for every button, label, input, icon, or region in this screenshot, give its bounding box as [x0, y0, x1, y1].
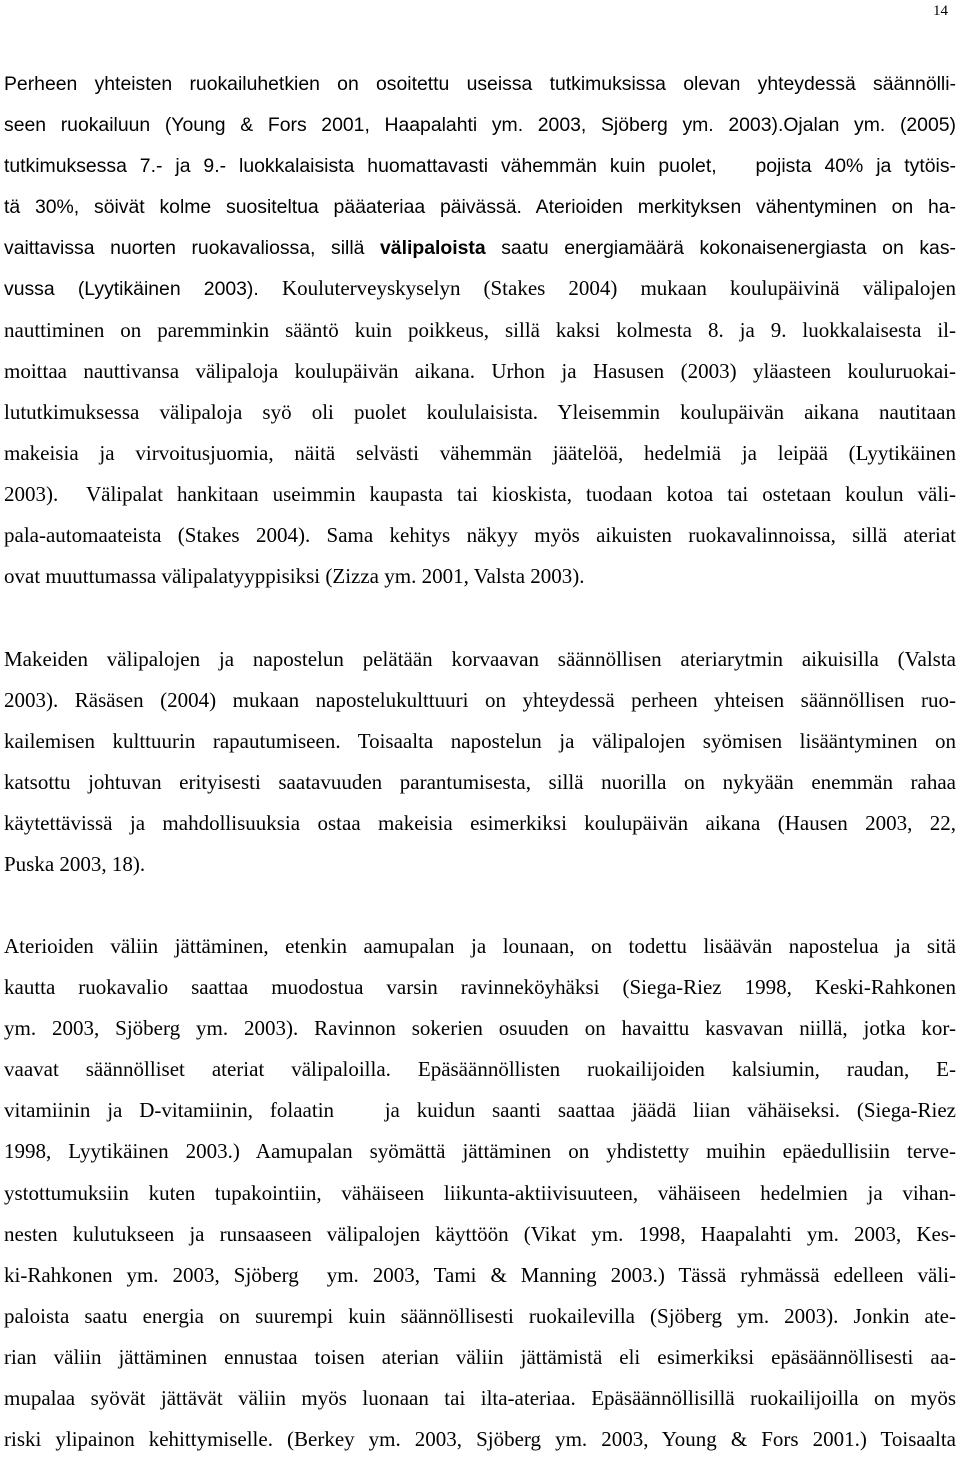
text-span: katsottu johtuvan erityisesti saatavuuden parantumisesta, sillä nuorilla on nykyään enemmän rahaa	[4, 770, 956, 795]
text-line	[4, 310, 956, 351]
text-span: nauttiminen on paremminkin sääntö kuin poikkeus, sillä kaksi kolmesta 8. ja 9. luokkalaisesta il-	[4, 317, 956, 342]
text-line	[4, 1337, 956, 1378]
text-line	[4, 1378, 956, 1419]
text-span: moittaa nauttivansa välipaloja koulupäivän aikana. Urhon ja Hasusen (2003) yläasteen kouluruokai-	[4, 358, 956, 383]
text-span: 1998, Lyytikäinen 2003.) Aamupalan syömättä jättäminen on yhdistetty muihin epäedullisiin terve-	[4, 1139, 956, 1164]
text-span: seen ruokailuun (Young & Fors 2001, Haapalahti ym. 2003, Sjöberg ym. 2003).Ojalan ym. (2005)	[4, 114, 956, 137]
text-line	[4, 227, 956, 268]
text-span: kautta ruokavalio saattaa muodostua varsin ravinneköyhäksi (Siega-Riez 1998, Keski-Rahkonen	[4, 975, 956, 1000]
text-span: rian väliin jättäminen ennustaa toisen aterian väliin jättämistä eli esimerkiksi epäsäännöllisesti aa-	[4, 1344, 956, 1369]
text-line	[4, 145, 956, 186]
text-line	[4, 104, 956, 145]
text-line	[4, 967, 956, 1008]
text-span: nesten kulutukseen ja runsaaseen välipalojen käyttöön (Vikat ym. 1998, Haapalahti ym. 2003, Kes-	[4, 1221, 956, 1246]
paragraph	[4, 639, 956, 886]
text-span: saatu energiamäärä kokonaisenergiasta on kas-	[485, 237, 956, 260]
text-span: ystottumuksiin kuten tupakointiin, vähäiseen liikunta-aktiivisuuteen, vähäiseen hedelmien ja vihan-	[4, 1180, 956, 1205]
text-span: Puska 2003, 18).	[4, 852, 146, 877]
text-line	[4, 186, 956, 227]
text-span: pala-automaateista (Stakes 2004). Sama kehitys näkyy myös aikuisten ruokavalinnoissa, sillä ateriat	[4, 523, 956, 548]
text-line	[4, 1173, 956, 1214]
text-line	[4, 926, 956, 967]
text-line	[4, 1131, 956, 1172]
text-span: paloista saatu energia on suurempi kuin säännöllisesti ruokailevilla (Sjöberg ym. 2003). Jonkin ate-	[4, 1303, 956, 1328]
text-span: vaavat säännölliset ateriat välipaloilla. Epäsäännöllisten ruokailijoiden kalsiumin, raudan, E-	[4, 1057, 956, 1082]
paragraph	[4, 926, 956, 1460]
text-line	[4, 762, 956, 803]
text-span: tä 30%, söivät kolme suositeltua pääateriaa päivässä.	[4, 196, 536, 219]
emphasized-text: välipaloista	[380, 237, 486, 260]
text-line	[4, 803, 956, 844]
text-span: mupalaa syövät jättävät väliin myös luonaan tai ilta-ateriaa. Epäsäännöllisillä ruokailijoilla on myös	[4, 1386, 956, 1411]
page-number: 14	[933, 3, 948, 19]
text-line	[4, 680, 956, 721]
text-line	[4, 721, 956, 762]
text-span: 2003). Välipalat hankitaan useimmin kaupasta tai kioskista, tuodaan kotoa tai ostetaan koulun väli-	[4, 481, 956, 506]
text-line	[4, 1090, 956, 1131]
text-line	[4, 1255, 956, 1296]
text-span: lututkimuksessa välipaloja syö oli puolet koululaisista. Yleisemmin koulupäivän aikana nautitaan	[4, 399, 956, 424]
text-span: vussa (Lyytikäinen 2003).	[4, 278, 282, 301]
text-span: ym. 2003, Sjöberg ym. 2003). Ravinnon sokerien osuuden on havaittu kasvavan niillä, jotka kor-	[4, 1016, 956, 1041]
text-span: makeisia ja virvoitusjuomia, näitä selvästi vähemmän jäätelöä, hedelmiä ja leipää (Lyytikäinen	[4, 440, 956, 465]
text-line	[4, 474, 956, 515]
text-span: käytettävissä ja mahdollisuuksia ostaa makeisia esimerkiksi koulupäivän aikana (Hausen 2003, 22,	[4, 811, 956, 836]
text-span: vitamiinin ja D-vitamiinin, folaatin ja kuidun saanti saattaa jäädä liian vähäiseksi. (Siega-Riez	[4, 1098, 956, 1123]
text-span: vaittavissa nuorten ruokavaliossa, sillä	[4, 237, 381, 260]
text-span: ki-Rahkonen ym. 2003, Sjöberg ym. 2003, Tami & Manning 2003.) Tässä ryhmässä edelleen väli-	[4, 1262, 956, 1287]
text-line	[4, 1049, 956, 1090]
text-line	[4, 268, 956, 309]
text-line	[4, 639, 956, 680]
text-span: Makeiden välipalojen ja napostelun pelätään korvaavan säännöllisen ateriarytmin aikuisilla (Valsta	[4, 647, 956, 671]
text-line	[4, 63, 956, 104]
text-line	[4, 351, 956, 392]
text-span: Aterioiden väliin jättäminen, etenkin aamupalan ja lounaan, on todettu lisäävän napostelua ja sitä	[4, 934, 956, 958]
text-span: Kouluterveyskyselyn (Stakes 2004) mukaan koulupäivinä välipalojen	[281, 276, 956, 301]
text-span: 2003). Räsäsen (2004) mukaan napostelukulttuuri on yhteydessä perheen yhteisen säännöllisen ruo-	[4, 688, 956, 713]
text-line	[4, 844, 956, 885]
text-span: ovat muuttumassa välipalatyyppisiksi (Zizza ym. 2001, Valsta 2003).	[4, 564, 585, 589]
text-span: kailemisen kulttuurin rapautumiseen. Toisaalta napostelun ja välipalojen syömisen lisääntyminen on	[4, 729, 956, 754]
text-span: Aterioiden merkityksen vähentyminen on ha-	[535, 196, 956, 219]
text-line	[4, 392, 956, 433]
text-span: Perheen yhteisten ruokailuhetkien on osoitettu useissa tutkimuksissa olevan yhteydessä säännölli-	[4, 73, 956, 95]
text-line	[4, 433, 956, 474]
text-line	[4, 1296, 956, 1337]
text-line	[4, 515, 956, 556]
text-span: riski ylipainon kehittymiselle. (Berkey ym. 2003, Sjöberg ym. 2003, Young & Fors 2001.) Toisaalta	[4, 1427, 956, 1452]
text-span: tutkimuksessa 7.- ja 9.- luokkalaisista huomattavasti vähemmän kuin puolet, pojista 40% ja tytöis-	[4, 155, 956, 178]
paragraph	[4, 63, 956, 597]
text-line	[4, 556, 956, 597]
text-line	[4, 1214, 956, 1255]
text-line	[4, 1008, 956, 1049]
